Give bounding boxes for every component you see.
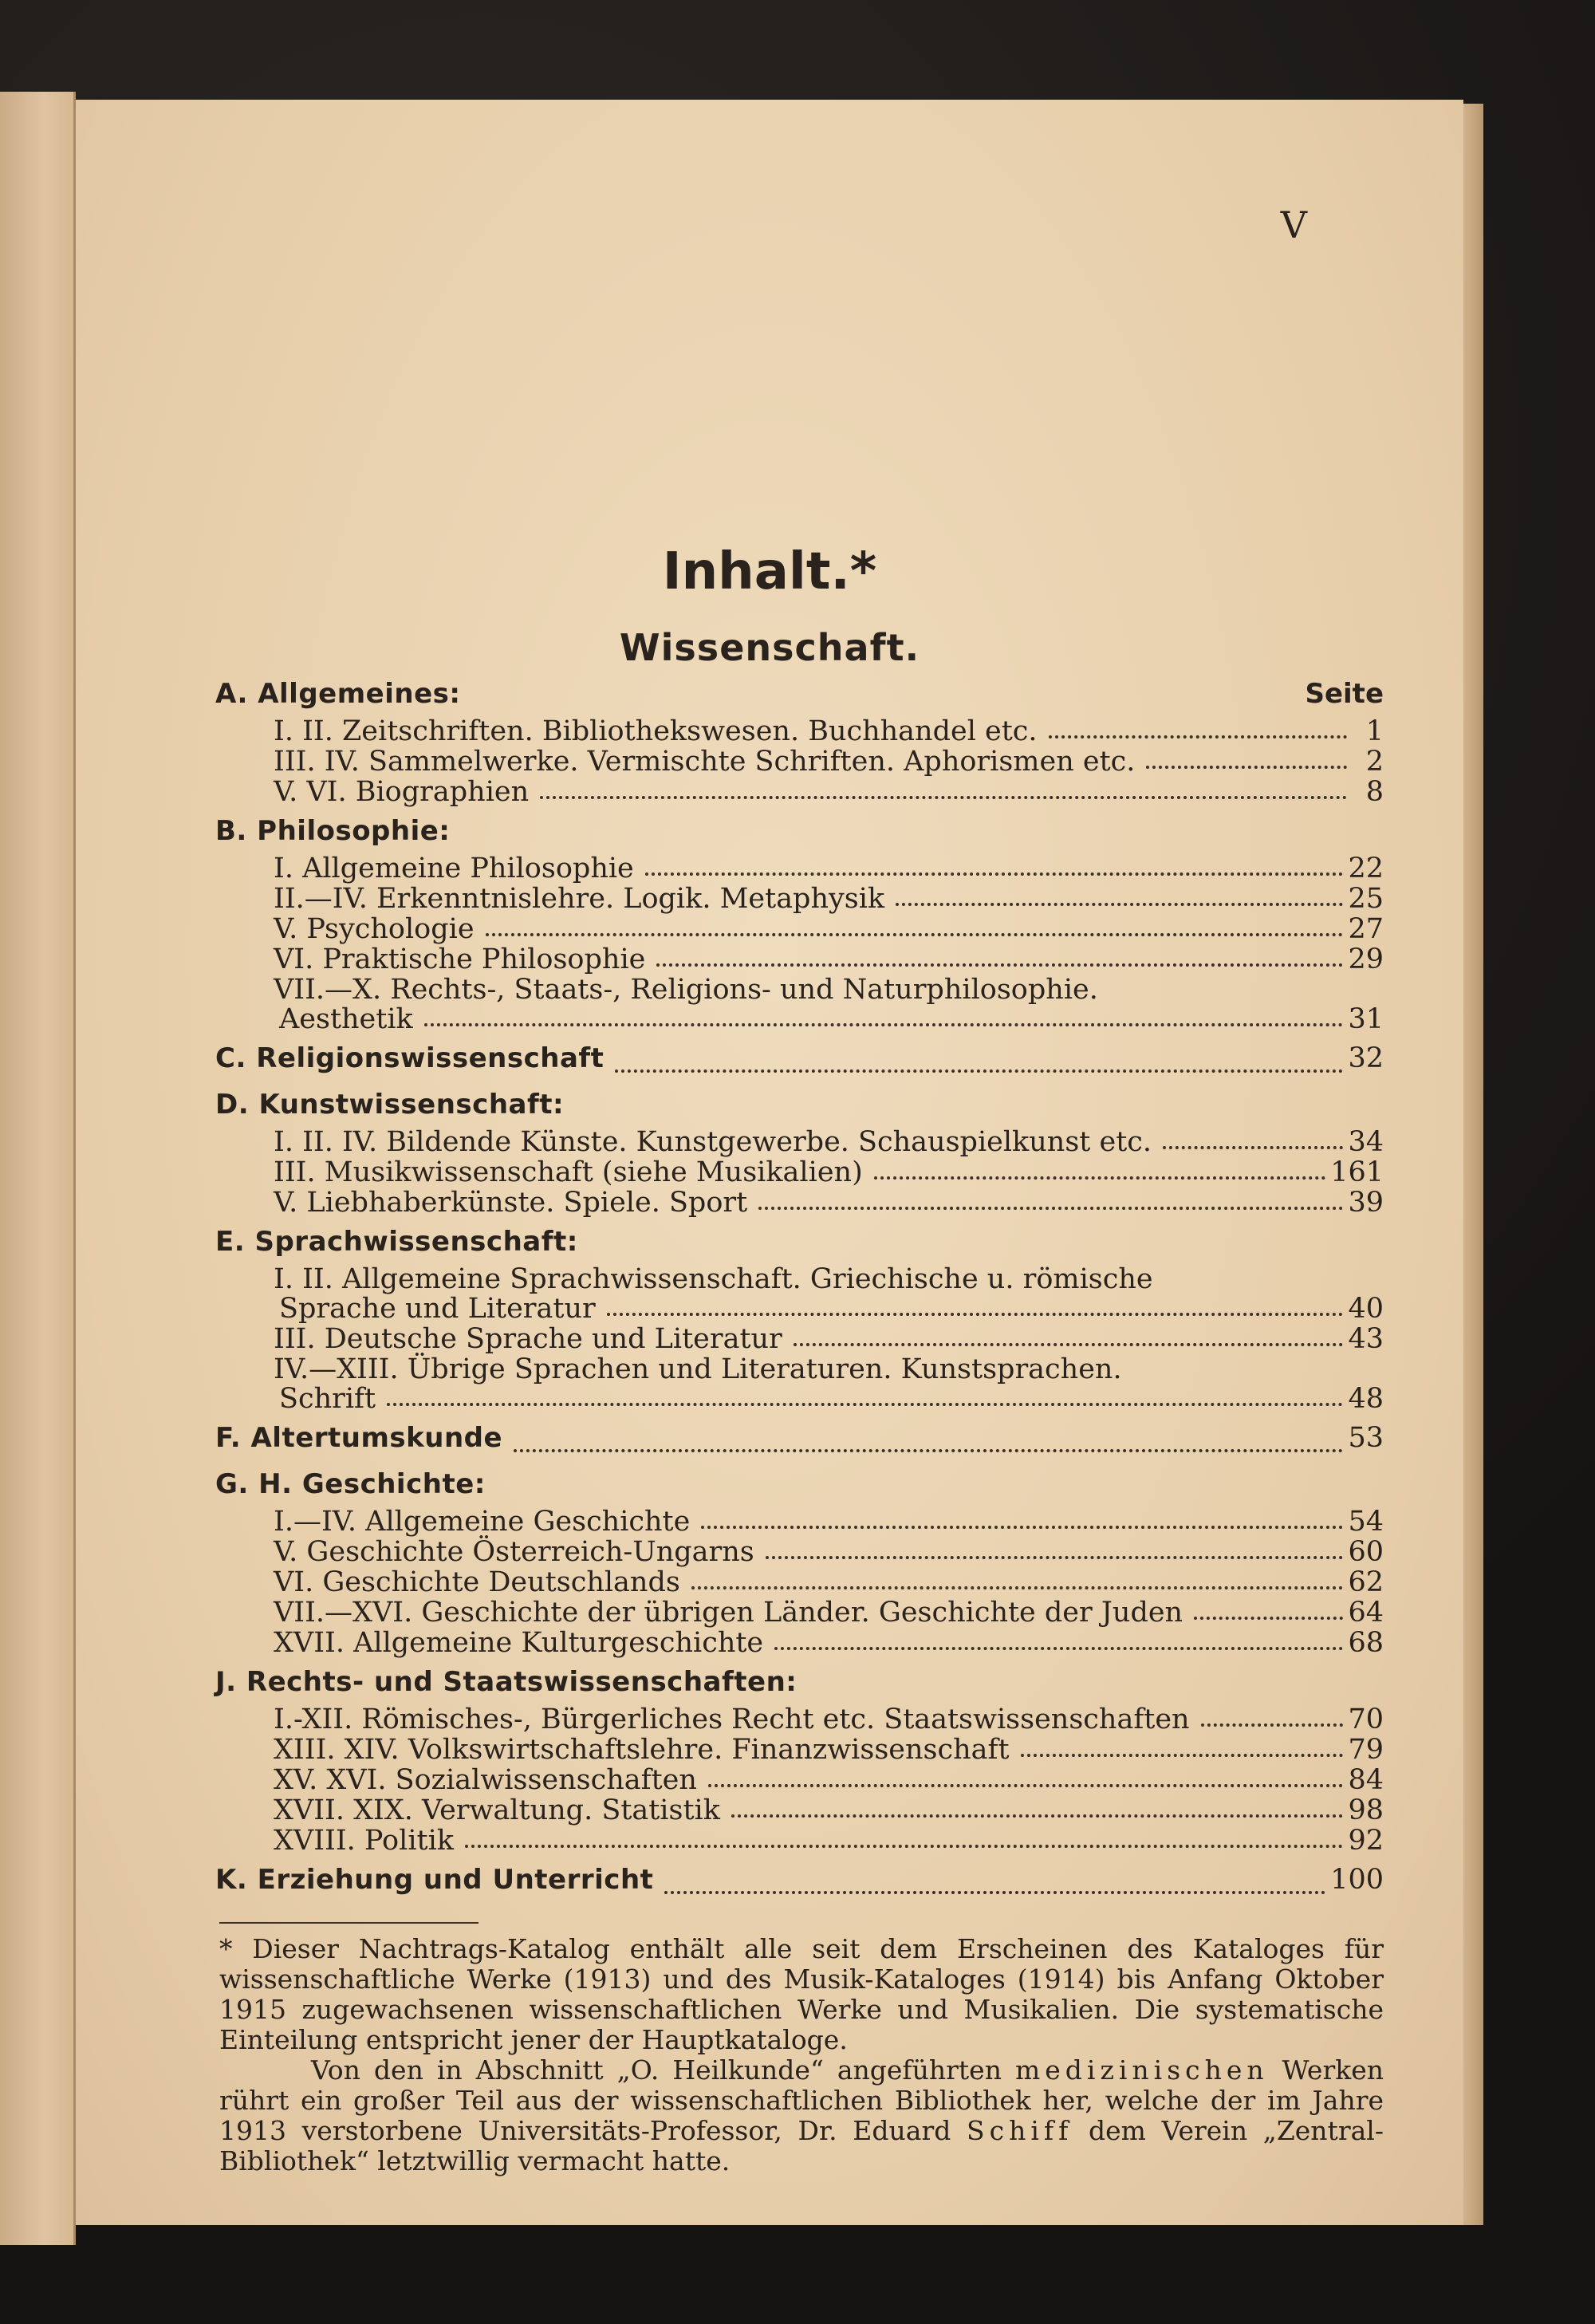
toc-row (215, 884, 1384, 914)
toc-row (215, 1567, 1384, 1597)
toc-label: VII.—XVI. Geschichte der übrigen Länder. Geschichte der Juden (274, 1597, 1183, 1629)
toc-page-number: 25 (1348, 883, 1384, 915)
toc-page-number: 2 (1365, 746, 1384, 778)
toc-page-number: 79 (1348, 1734, 1384, 1766)
toc-label: V. Geschichte Österreich-Ungarns (274, 1536, 754, 1568)
toc-row (215, 1416, 1384, 1460)
toc-label: Schrift (279, 1383, 376, 1415)
leader-dots (794, 1343, 1344, 1346)
toc-page-number: 8 (1365, 776, 1384, 808)
toc-row (215, 1264, 1384, 1294)
leader-dots (607, 1313, 1344, 1316)
toc-label: III. Deutsche Sprache und Literatur (274, 1323, 782, 1355)
toc-row (215, 1507, 1384, 1537)
toc-row (215, 1082, 1384, 1127)
toc-label: IV.—XIII. Übrige Sprachen und Literaturen. Kunstsprachen. (274, 1353, 1122, 1385)
leader-dots (701, 1526, 1343, 1529)
toc-page-number: 161 (1330, 1156, 1384, 1188)
toc-label: Sprache und Literatur (279, 1293, 596, 1325)
toc-label: XVII. XIX. Verwaltung. Statistik (274, 1794, 720, 1826)
toc-row (215, 1354, 1384, 1385)
toc-row (215, 1219, 1384, 1264)
toc-label: VI. Geschichte Deutschlands (274, 1566, 680, 1598)
leader-dots (664, 1891, 1325, 1894)
toc-label: I. II. Zeitschriften. Bibliothekswesen. Buchhandel etc. (274, 715, 1038, 747)
leader-dots (424, 1023, 1344, 1026)
toc-row (215, 914, 1384, 944)
toc-row (215, 1036, 1384, 1081)
toc-row (215, 1660, 1384, 1704)
page-subtitle: Wissenschaft. (619, 626, 920, 669)
toc-label: VII.—X. Rechts-, Staats-, Religions- und Naturphilosophie. (274, 974, 1098, 1006)
toc-label: III. IV. Sammelwerke. Vermischte Schriften. Aphorismen etc. (274, 746, 1136, 778)
leader-dots (1146, 766, 1347, 769)
leader-dots (731, 1814, 1344, 1818)
toc-label: VI. Praktische Philosophie (274, 943, 646, 975)
toc-row (215, 1294, 1384, 1324)
toc-page-number: 92 (1348, 1825, 1384, 1857)
toc-label: XV. XVI. Sozialwissenschaften (274, 1764, 697, 1796)
toc-page-number: 53 (1348, 1422, 1384, 1454)
toc-page-number: 43 (1348, 1323, 1384, 1355)
leader-dots (1201, 1723, 1344, 1727)
toc-label: D. Kunstwissenschaft: (215, 1089, 565, 1121)
leader-dots (874, 1176, 1325, 1180)
footnote (219, 1934, 1384, 2176)
footnote-paragraph-2: Von den in Abschnitt „O. Heilkunde“ angeführten medizinischen Werken rührt ein großer Teil aus der wissenschaftlichen Bibliothek her, welche der im Jahre 1913 verstorbene Universitäts-Professor, Dr. Eduard Schiff dem Verein „Zentral-Bibliothek“ letztwillig vermacht hatte. (219, 2054, 1384, 2176)
toc-row (215, 777, 1384, 807)
page-title: Inhalt.* (662, 542, 877, 601)
toc-page-number: 27 (1348, 913, 1384, 945)
toc-label: J. Rechts- und Staatswissenschaften: (215, 1666, 798, 1698)
leader-dots (645, 872, 1344, 876)
leader-dots (615, 1069, 1343, 1073)
toc-page-number: 34 (1348, 1126, 1384, 1158)
toc-row (215, 1188, 1384, 1218)
toc-row (215, 1004, 1384, 1034)
toc-page-number: 62 (1348, 1566, 1384, 1598)
toc-row (215, 944, 1384, 975)
leader-dots (691, 1586, 1344, 1589)
toc-page-number: 40 (1348, 1293, 1384, 1325)
toc-label: V. VI. Biographien (274, 776, 530, 808)
footnote-paragraph-1: * Dieser Nachtrags-Katalog enthält alle seit dem Erscheinen des Kataloges für wissenschaftliche Werke (1913) und des Musik-Kataloges (1914) bis Anfang Oktober 1915 zugewachsenen wissenschaftlichen Werke und Musikalien. Die systematische Einteilung entspricht jener der Hauptkataloge. (219, 1933, 1384, 2055)
toc-label: K. Erziehung und Unterricht (215, 1864, 654, 1896)
toc-row (215, 1765, 1384, 1795)
toc-label: A. Allgemeines: (215, 678, 461, 710)
leader-dots (1021, 1754, 1344, 1757)
toc-page-number: 84 (1348, 1764, 1384, 1796)
toc-row (215, 1857, 1384, 1902)
toc-page-number: 48 (1348, 1383, 1384, 1415)
toc-label: C. Religionswissenschaft (215, 1042, 605, 1074)
toc-row (215, 1324, 1384, 1354)
toc-label: I. II. IV. Bildende Künste. Kunstgewerbe. Schauspielkunst etc. (274, 1126, 1152, 1158)
leader-dots (708, 1784, 1344, 1787)
leader-dots (1194, 1617, 1343, 1620)
toc-label: I. II. Allgemeine Sprachwissenschaft. Griechische u. römische (274, 1263, 1153, 1295)
toc-row (215, 1735, 1384, 1765)
toc-page-number: 32 (1348, 1042, 1384, 1074)
toc-page-number: 31 (1348, 1003, 1384, 1035)
toc-label: E. Sprachwissenschaft: (215, 1226, 578, 1258)
toc-page-number: 68 (1348, 1627, 1384, 1659)
leader-dots (896, 903, 1343, 906)
toc-page-number: 70 (1348, 1704, 1384, 1735)
toc-row (215, 1537, 1384, 1567)
toc-label: Aesthetik (279, 1003, 413, 1035)
toc-label: II.—IV. Erkenntnislehre. Logik. Metaphysik (274, 883, 885, 915)
toc-row (215, 1597, 1384, 1628)
leader-dots (465, 1845, 1343, 1848)
toc-row (215, 1384, 1384, 1414)
toc-label: I.—IV. Allgemeine Geschichte (274, 1506, 691, 1538)
toc-page-number: 64 (1348, 1597, 1384, 1629)
leader-dots (656, 963, 1343, 967)
toc-row (215, 746, 1384, 777)
toc-row (215, 672, 1384, 716)
toc-row (215, 1795, 1384, 1826)
toc-row (215, 1157, 1384, 1188)
toc-page-number: 60 (1348, 1536, 1384, 1568)
toc-label: F. Altertumskunde (215, 1422, 503, 1454)
toc-label: V. Psychologie (274, 913, 475, 945)
toc-row (215, 853, 1384, 884)
leader-dots (540, 796, 1347, 799)
toc-label: I.-XII. Römisches-, Bürgerliches Recht etc. Staatswissenschaften (274, 1704, 1190, 1735)
toc-row (215, 1628, 1384, 1658)
leader-dots (387, 1403, 1343, 1406)
toc-row (215, 1704, 1384, 1735)
leader-dots (1049, 735, 1347, 739)
leader-dots (758, 1207, 1343, 1210)
toc-row (215, 975, 1384, 1005)
toc-label: XVII. Allgemeine Kulturgeschichte (274, 1627, 764, 1659)
leader-dots (766, 1556, 1344, 1559)
toc-page-number: 22 (1348, 853, 1384, 884)
toc-page-number: 39 (1348, 1187, 1384, 1219)
toc-label: B. Philosophie: (215, 815, 451, 847)
leader-dots (486, 933, 1344, 936)
toc-page-number: 54 (1348, 1506, 1384, 1538)
toc-label: XIII. XIV. Volkswirtschaftslehre. Finanzwissenschaft (274, 1734, 1010, 1766)
toc-row (215, 809, 1384, 853)
table-of-contents (215, 670, 1384, 1902)
page-column-header: Seite (1305, 678, 1384, 710)
toc-page-number: 100 (1330, 1864, 1384, 1896)
toc-row (215, 1462, 1384, 1507)
book-page (76, 100, 1463, 2225)
toc-label: XVIII. Politik (274, 1825, 454, 1857)
toc-label: G. H. Geschichte: (215, 1468, 486, 1500)
toc-page-number: 98 (1348, 1794, 1384, 1826)
previous-page-edge (0, 92, 76, 2245)
toc-label: V. Liebhaberkünste. Spiele. Sport (274, 1187, 748, 1219)
toc-row (215, 1826, 1384, 1856)
toc-label: III. Musikwissenschaft (siehe Musikalien) (274, 1156, 863, 1188)
page-number: V (1280, 203, 1308, 246)
toc-label: I. Allgemeine Philosophie (274, 853, 634, 884)
leader-dots (514, 1449, 1343, 1452)
toc-page-number: 1 (1365, 715, 1384, 747)
leader-dots (1163, 1146, 1343, 1149)
toc-page-number: 29 (1348, 943, 1384, 975)
toc-row (215, 716, 1384, 746)
leader-dots (774, 1647, 1343, 1650)
toc-row (215, 1127, 1384, 1157)
footnote-divider (219, 1922, 478, 1924)
